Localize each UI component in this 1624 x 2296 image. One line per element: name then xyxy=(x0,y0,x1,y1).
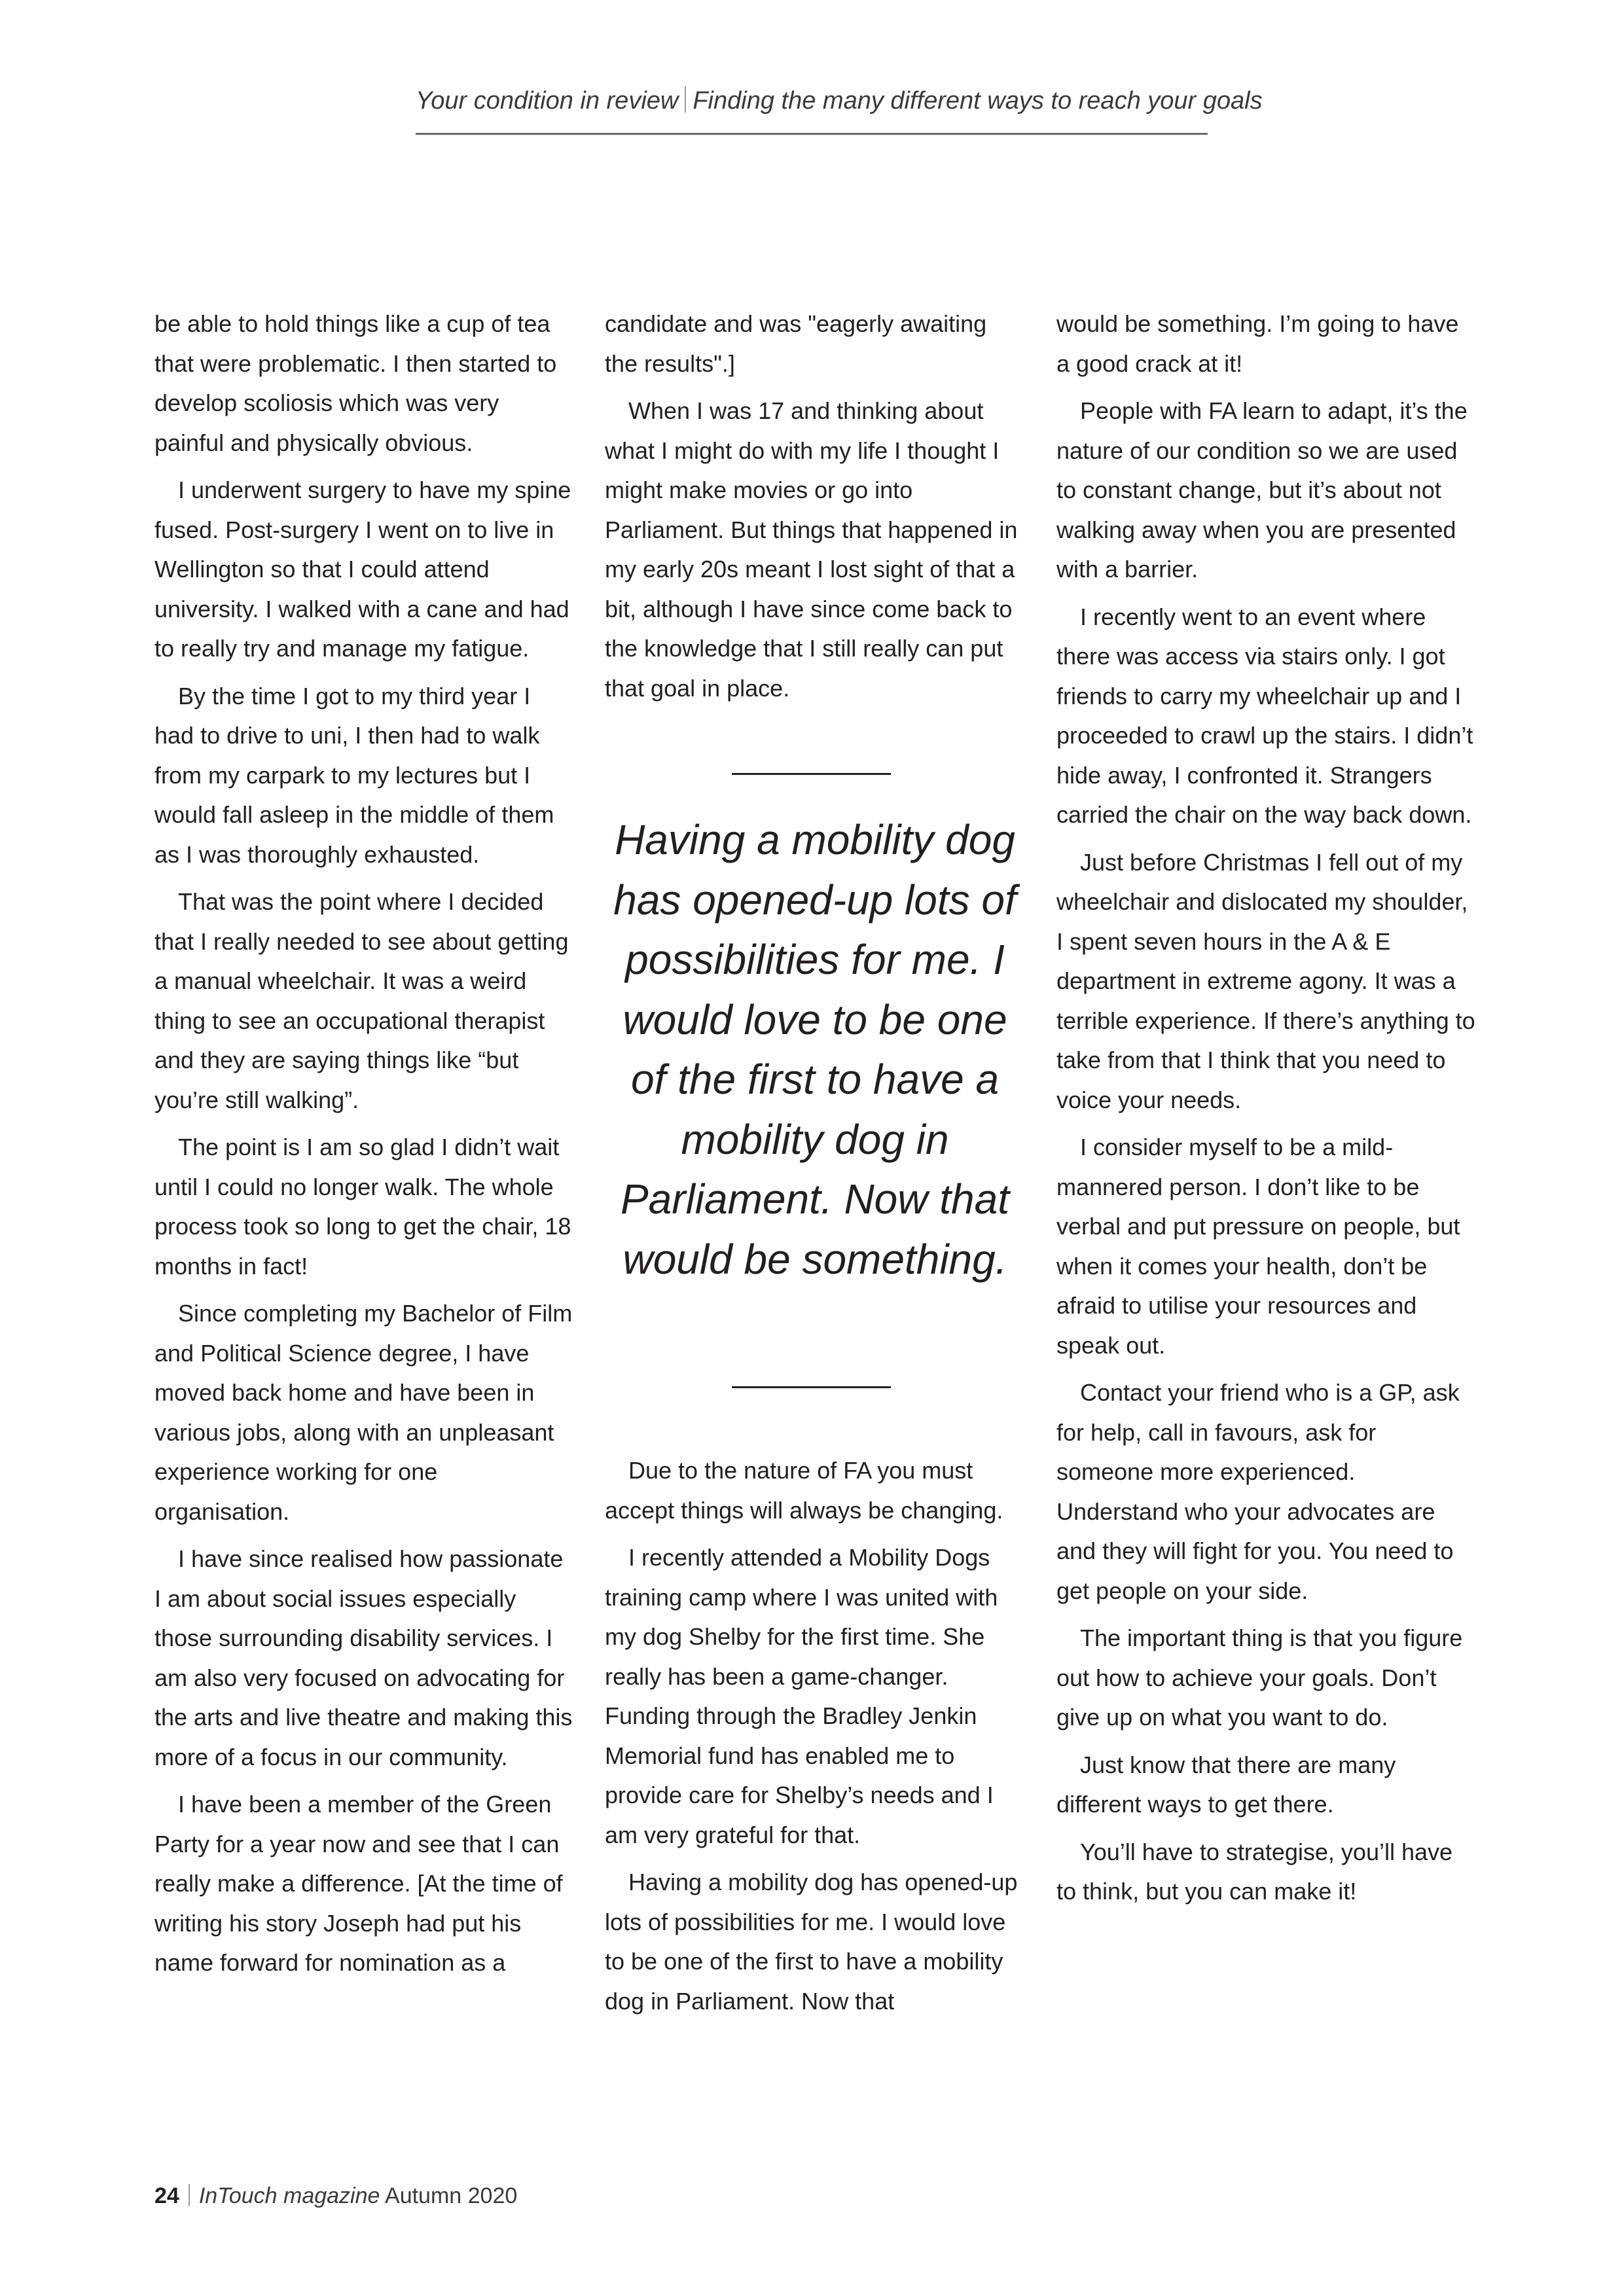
header-section: Your condition in review xyxy=(416,87,679,115)
paragraph: candidate and was "eagerly awaiting the results".] xyxy=(605,310,987,377)
paragraph: People with FA learn to adapt, it’s the nature of our condition so we are used to constant change, but it’s about not walking away when you are presented with a barrier. xyxy=(1056,397,1468,583)
issue-label: Autumn 2020 xyxy=(385,2183,518,2208)
page-number: 24 xyxy=(154,2183,179,2208)
pull-quote-top-rule xyxy=(732,773,891,775)
paragraph: I consider myself to be a mild-mannered person. I don’t like to be verbal and put pressure on people, but when it comes your health, don’t be afraid to utilise your resources and speak out. xyxy=(1056,1134,1460,1359)
paragraph: The important thing is that you figure out how to achieve your goals. Don’t give up on what you want to do. xyxy=(1056,1624,1463,1731)
article-column-1 xyxy=(154,304,575,1991)
paragraph: That was the point where I decided that I really needed to see about getting a manual wheelchair. It was a weird thing to see an occupational therapist and they are saying things like “but you’re still walking”. xyxy=(154,888,569,1113)
article-column-2 xyxy=(605,304,1025,716)
paragraph: You’ll have to strategise, you’ll have to think, but you can make it! xyxy=(1056,1838,1453,1905)
paragraph: I underwent surgery to have my spine fused. Post-surgery I went on to live in Wellington so that I could attend university. I walked with a cane and had to really try and manage my fatigue. xyxy=(154,476,571,662)
paragraph: I recently went to an event where there was access via stairs only. I got friends to carry my wheelchair up and I proceeded to crawl up the stairs. I didn’t hide away, I confronted it. Strangers carried the chair on the way back down. xyxy=(1056,603,1473,828)
paragraph: Just before Christmas I fell out of my wheelchair and dislocated my shoulder, I spent seven hours in the A & E department in extreme agony. It was a terrible experience. If there’s anything to take from that I think that you need to voice your needs. xyxy=(1056,848,1475,1113)
paragraph: Since completing my Bachelor of Film and Political Science degree, I have moved back home and have been in various jobs, along with an unpleasant experience working for one organisation. xyxy=(154,1300,573,1525)
article-column-3 xyxy=(1056,304,1477,1920)
paragraph: By the time I got to my third year I had to drive to uni, I then had to walk from my carpark to my lectures but I would fall asleep in the middle of them as I was thoroughly exhausted. xyxy=(154,682,554,868)
paragraph: Having a mobility dog has opened-up lots of possibilities for me. I would love to be one of the first to have a mobility dog in Parliament. Now that xyxy=(605,1869,1018,2015)
running-header xyxy=(416,81,1263,120)
paragraph: Contact your friend who is a GP, ask for help, call in favours, ask for someone more experienced. Understand who your advocates are and they will fight for you. You need to get people on your side. xyxy=(1056,1379,1460,1604)
paragraph: be able to hold things like a cup of tea that were problematic. I then started to develop scoliosis which was very painful and physically obvious. xyxy=(154,310,557,456)
magazine-name: InTouch magazine xyxy=(198,2183,380,2208)
page-footer xyxy=(154,2179,517,2212)
pull-quote-bottom-rule xyxy=(732,1386,891,1388)
paragraph: I have since realised how passionate I am about social issues especially those surrounding disability services. I am also very focused on advocating for the arts and live theatre and making this more of a focus in our community. xyxy=(154,1545,573,1770)
header-rule xyxy=(416,133,1208,135)
paragraph: When I was 17 and thinking about what I might do with my life I thought I might make movies or go into Parliament. But things that happened in my early 20s meant I lost sight of that a bit, although I have since come back to the knowledge that I still really can put that goal in place. xyxy=(605,397,1018,702)
paragraph: The point is I am so glad I didn’t wait until I could no longer walk. The whole process took so long to get the chair, 18 months in fact! xyxy=(154,1134,571,1280)
paragraph: Just know that there are many different ways to get there. xyxy=(1056,1751,1396,1818)
pull-quote: Having a mobility dog has opened-up lots of possibilities for me. I would love to be one of the first to have a mobility dog in Parliament. Now that would be something. xyxy=(613,816,1017,1283)
article-column-2-continued xyxy=(605,1451,1025,2029)
paragraph: I have been a member of the Green Party for a year now and see that I can really make a difference. [At the time of writing his story Joseph had put his name forward for nomination as a xyxy=(154,1791,563,1976)
paragraph: would be something. I’m going to have a good crack at it! xyxy=(1056,310,1459,377)
header-separator xyxy=(685,86,686,113)
footer-separator xyxy=(189,2184,190,2206)
paragraph: Due to the nature of FA you must accept things will always be changing. xyxy=(605,1457,1003,1524)
paragraph: I recently attended a Mobility Dogs training camp where I was united with my dog Shelby for the first time. She really has been a game-changer. Funding through the Bradley Jenkin Memorial fund has enabled me to provide care for Shelby’s needs and I am very grateful for that. xyxy=(605,1544,998,1848)
header-title: Finding the many different ways to reach your goals xyxy=(693,87,1263,115)
